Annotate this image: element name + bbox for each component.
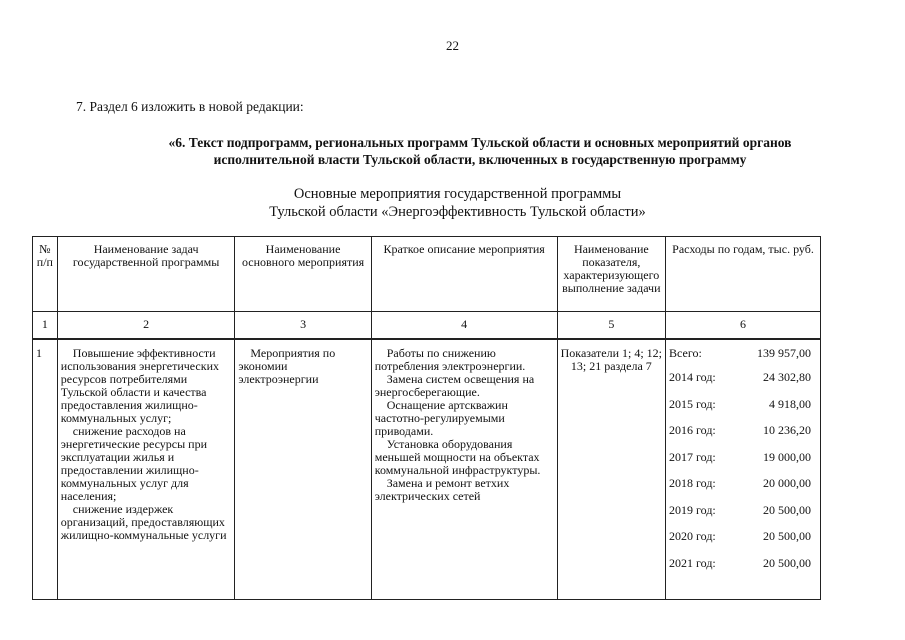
expense-label: 2015 год: — [669, 396, 716, 411]
expense-label: Всего: — [669, 346, 702, 360]
expense-label: 2017 год: — [669, 449, 716, 464]
page-number: 22 — [446, 38, 459, 53]
expense-value: 10 236,20 — [763, 423, 811, 437]
expense-value: 19 000,00 — [763, 449, 811, 464]
expense-row — [669, 451, 817, 478]
expense-row — [669, 371, 817, 398]
task-text: снижение издержек организаций, предоставляющих жилищно-коммунальные услуги — [60, 502, 227, 542]
column-number: 3 — [235, 312, 371, 340]
tasks-cell — [57, 339, 235, 600]
task-text: Повышение эффективности использования энергетических ресурсов потребителями Тульской области и качества предоставления жилищно-коммунальных услуг; — [60, 346, 220, 425]
table-header-row — [33, 237, 821, 312]
expense-label: 2018 год: — [669, 476, 716, 490]
expense-label: 2016 год: — [669, 423, 716, 437]
expense-row — [669, 530, 817, 557]
header-indicator: Наименование показателя, характеризующего выполнение задачи — [557, 237, 665, 312]
expense-row — [669, 477, 817, 504]
header-number: № п/п — [33, 237, 58, 312]
header-description: Краткое описание мероприятия — [371, 237, 557, 312]
description-text: Замена систем освещения на энергосберегающие. — [374, 372, 535, 399]
expense-value: 24 302,80 — [763, 370, 811, 384]
expense-value: 20 500,00 — [763, 555, 811, 570]
description-text: Работы по снижению потребления электроэнергии. — [374, 346, 526, 373]
expense-label: 2019 год: — [669, 502, 716, 517]
expense-row — [669, 504, 817, 531]
expense-row — [669, 424, 817, 451]
activities-table — [32, 236, 821, 600]
expense-label: 2014 год: — [669, 370, 716, 384]
description-cell — [371, 339, 557, 600]
expense-label: 2020 год: — [669, 529, 716, 543]
header-tasks: Наименование задач государственной программы — [57, 237, 235, 312]
description-text: Оснащение артскважин частотно-регулируемыми приводами. — [374, 398, 508, 438]
column-number: 2 — [57, 312, 235, 340]
column-number: 1 — [33, 312, 58, 340]
column-number: 5 — [557, 312, 665, 340]
expense-row — [669, 347, 817, 371]
expense-row — [669, 398, 817, 425]
header-activity: Наименование основного мероприятия — [235, 237, 371, 312]
section-heading-line-2: исполнительной власти Тульской области, включенных в государственную программу — [213, 152, 747, 167]
expense-label: 2021 год: — [669, 555, 716, 570]
table-title — [150, 185, 765, 221]
table-title-line-2: Тульской области «Энергоэффективность Тульской области» — [269, 204, 646, 220]
row-number: 1 — [33, 339, 58, 600]
activity-text: Мероприятия по экономии электроэнергии — [238, 346, 336, 386]
task-text: снижение расходов на энергетические ресурсы при эксплуатации жилья и предоставлении жилищно-коммунальных услуг для населения; — [60, 424, 208, 503]
expense-row — [669, 557, 817, 584]
expense-value: 4 918,00 — [769, 396, 811, 411]
description-text: Установка оборудования меньшей мощности на объектах коммунальной инфраструктуры. — [374, 437, 541, 477]
section-instruction: 7. Раздел 6 изложить в новой редакции: — [76, 99, 304, 114]
description-text: Замена и ремонт ветхих электрических сетей — [374, 476, 510, 503]
column-number: 6 — [666, 312, 821, 340]
activity-cell — [235, 339, 371, 600]
expense-value: 20 500,00 — [763, 502, 811, 517]
table-title-line-1: Основные мероприятия государственной программы — [293, 186, 622, 202]
header-expenses: Расходы по годам, тыс. руб. — [666, 237, 821, 312]
column-number-row — [33, 312, 821, 340]
indicator-cell: Показатели 1; 4; 12; 13; 21 раздела 7 — [557, 339, 665, 600]
column-number: 4 — [371, 312, 557, 340]
expense-value: 20 500,00 — [763, 529, 811, 543]
expenses-cell — [666, 339, 821, 600]
expense-value: 20 000,00 — [763, 476, 811, 490]
expense-value: 139 957,00 — [757, 346, 811, 360]
section-heading-line-1: «6. Текст подпрограмм, региональных программ Тульской области и основных мероприятий органов — [168, 135, 792, 150]
section-heading — [110, 134, 850, 168]
table-row — [33, 339, 821, 600]
